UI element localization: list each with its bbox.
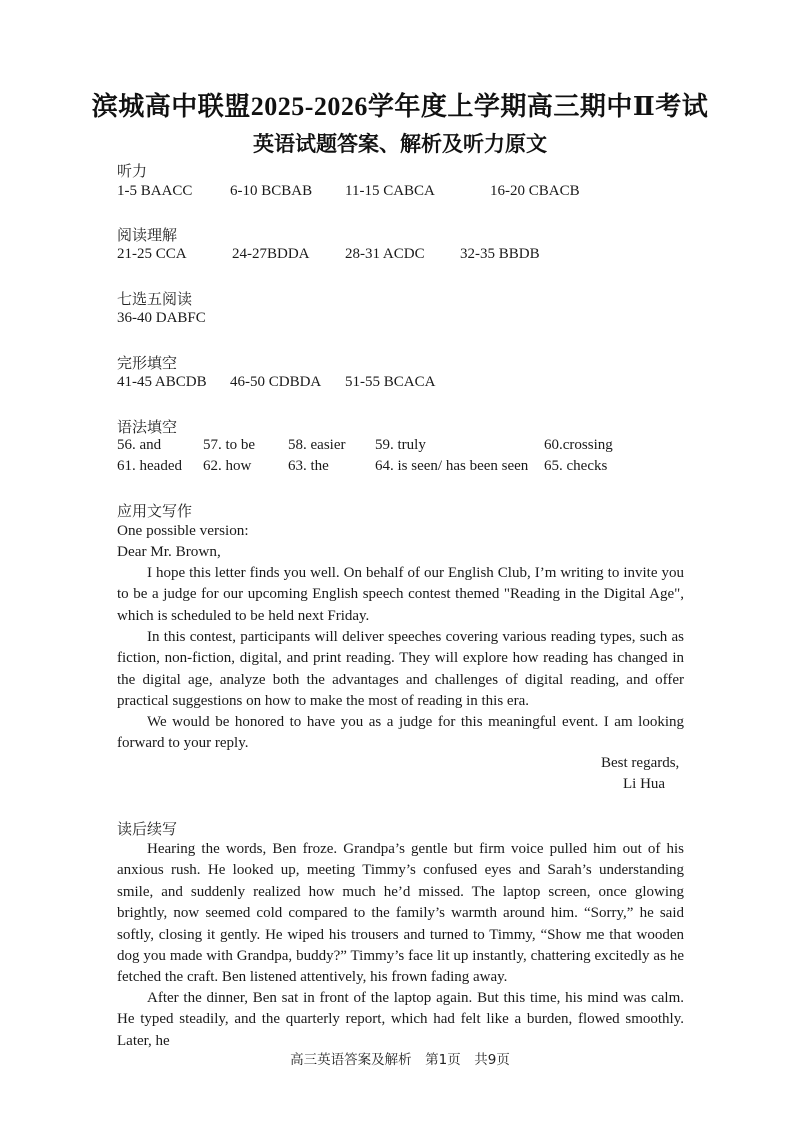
section-label-reading: 阅读理解 — [117, 226, 178, 244]
answer-item: 60.crossing — [544, 437, 613, 453]
continuation-paragraph-1 — [117, 839, 684, 989]
answer-item: 64. is seen/ has been seen — [375, 458, 529, 474]
answer-group: 51-55 BCACA — [345, 374, 436, 390]
answer-group: 36-40 DABFC — [117, 310, 206, 326]
letter-greeting: Dear Mr. Brown, — [117, 543, 221, 560]
continuation-paragraph-1-text: Hearing the words, Ben froze. Grandpa’s gentle but firm voice pulled him out of his anxious rush. He looked up, meeting Timmy’s confused eyes and Sarah’s understanding smile, and suddenly realized how much he’d missed. The laptop screen, once glowing brightly, now seemed cold compared to the family’s warmth around him. “Sorry,” he said softly, closing it gently. He wiped his trousers and turned to Timmy, “Show me that wooden dog you made with Grandpa, buddy?” Timmy’s face lit up instantly, chattering excitedly as he fetched the craft. Ben listened attentively, his frown fading away. — [117, 841, 684, 986]
answer-item: 58. easier — [288, 437, 346, 453]
answer-group: 16-20 CBACB — [490, 183, 580, 199]
letter-signature: Li Hua — [623, 776, 666, 792]
answer-group: 41-45 ABCDB — [117, 374, 207, 390]
letter-closing: Best regards, — [601, 755, 680, 771]
letter-paragraph-1 — [117, 563, 684, 627]
letter-paragraph-1-text: I hope this letter finds you well. On behalf of our English Club, I’m writing to invite you to be a judge for our upcoming English speech contest themed "Reading in the Digital Age", which is scheduled to be held next Friday. — [117, 565, 684, 624]
answer-item: 62. how — [203, 458, 252, 474]
answer-item: 61. headed — [117, 458, 182, 474]
answer-item: 63. the — [288, 458, 329, 474]
section-label-writing: 应用文写作 — [117, 502, 193, 520]
section-label-continuation: 读后续写 — [117, 820, 178, 838]
answer-item: 59. truly — [375, 437, 426, 453]
section-label-listening: 听力 — [117, 162, 148, 180]
answer-group: 11-15 CABCA — [345, 183, 435, 199]
continuation-paragraph-2-text: After the dinner, Ben sat in front of the laptop again. But this time, his mind was calm. He typed steadily, and the quarterly report, which had felt like a burden, flowed smoothly. Later, he — [117, 990, 684, 1049]
answer-item: 65. checks — [544, 458, 608, 474]
answer-group: 21-25 CCA — [117, 246, 187, 262]
page-subtitle: 英语试题答案、解析及听力原文 — [253, 132, 547, 156]
letter-paragraph-3-text: We would be honored to have you as a judge for this meaningful event. I am looking forward to your reply. — [117, 714, 684, 752]
answer-group: 1-5 BAACC — [117, 183, 193, 199]
section-label-grammar: 语法填空 — [117, 418, 178, 436]
answer-group: 46-50 CDBDA — [230, 374, 322, 390]
page-title: 滨城高中联盟2025-2026学年度上学期高三期中Ⅱ考试 — [91, 92, 709, 121]
section-label-cloze: 完形填空 — [117, 354, 178, 372]
writing-intro: One possible version: — [117, 522, 249, 539]
page-footer: 高三英语答案及解析 第1页 共9页 — [290, 1052, 510, 1068]
answer-group: 6-10 BCBAB — [230, 183, 313, 199]
answer-group: 24-27BDDA — [232, 246, 310, 262]
letter-paragraph-3 — [117, 712, 684, 755]
answer-group: 28-31 ACDC — [345, 246, 425, 262]
letter-paragraph-2 — [117, 627, 684, 713]
section-label-seven-five: 七选五阅读 — [117, 290, 193, 308]
answer-item: 56. and — [117, 437, 162, 453]
answer-item: 57. to be — [203, 437, 256, 453]
continuation-paragraph-2 — [117, 988, 684, 1052]
answer-group: 32-35 BBDB — [460, 246, 540, 262]
letter-paragraph-2-text: In this contest, participants will deliver speeches covering various reading types, such as fiction, non-fiction, digital, and print reading. They will explore how reading has changed in the digital age, analyze both the advantages and challenges of digital reading, and offer practical suggestions on how to make the most of reading in this era. — [117, 629, 684, 710]
